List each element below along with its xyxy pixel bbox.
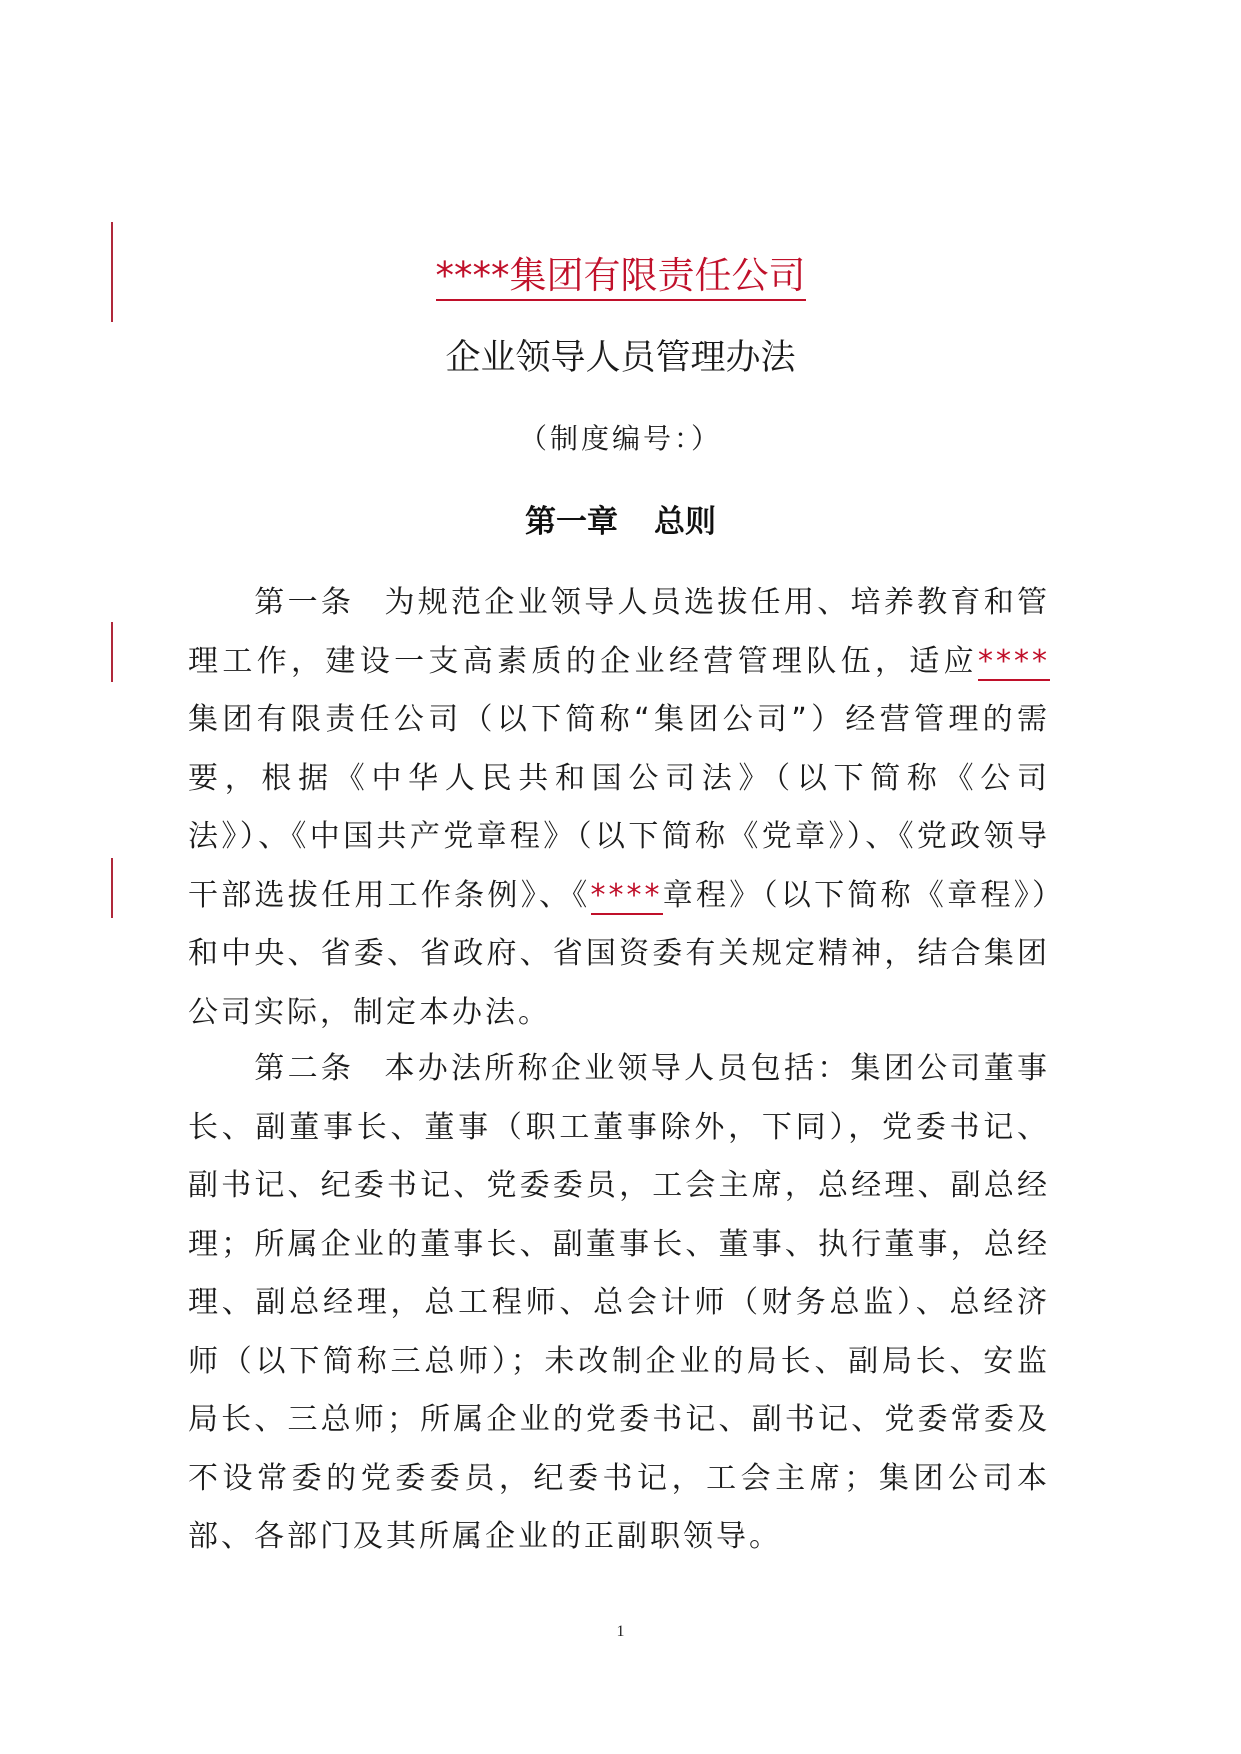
revised-company-mark: **** <box>590 877 663 913</box>
document-number: （制度编号：） <box>518 422 722 455</box>
revision-change-bar <box>111 622 113 682</box>
revised-company-mark: **** <box>978 643 1050 679</box>
article-text: 集团有限责任公司（以下简称“集团公司”）经营管理的需要，根据《中华人民共和国公司法》（以下简称《公司法》）、《中国共产党章程》（以下简称《党章》）、《党政领导干部选拔任用工作条例》、《 <box>188 702 1050 913</box>
company-name: 集团有限责任公司 <box>509 254 806 297</box>
page-number: 1 <box>616 1623 625 1640</box>
article-paragraph <box>188 574 1050 1042</box>
article-label: 第一条 <box>254 585 355 620</box>
chapter-name: 总则 <box>654 504 716 540</box>
article-label: 第二条 <box>254 1051 355 1086</box>
company-title-revised-text <box>436 254 806 301</box>
article-text: 为规范企业领导人员选拔任用、培养教育和管理工作，建设一支高素质的企业经营管理队伍，适应 <box>188 585 1051 679</box>
article-text: 章程》（以下简称《章程》）和中央、省委、省政府、省国资委有关规定精神，结合集团公司实际，制定本办法。 <box>188 877 1050 1030</box>
article-text: 本办法所称企业领导人员包括：集团公司董事长、副董事长、董事（职工董事除外，下同），党委书记、副书记、纪委书记、党委委员，工会主席，总经理、副总经理；所属企业的董事长、副董事长、董事、执行董事，总经理、副总经理，总工程师、总会计师（财务总监）、总经济师（以下简称三总师）；未改制企业的局长、副局长、安监局长、三总师；所属企业的党委书记、副书记、党委常委及不设常委的党委委员，纪委书记，工会主席；集团公司本部、各部门及其所属企业的正副职领导。 <box>188 1051 1051 1554</box>
article-paragraph <box>188 1040 1050 1567</box>
company-title <box>0 248 1241 304</box>
document-title: 企业领导人员管理办法 <box>445 338 796 378</box>
company-mark: **** <box>435 254 510 297</box>
revision-change-bar <box>111 858 113 918</box>
chapter-label: 第一章 <box>525 504 618 540</box>
chapter-heading <box>0 494 1241 550</box>
